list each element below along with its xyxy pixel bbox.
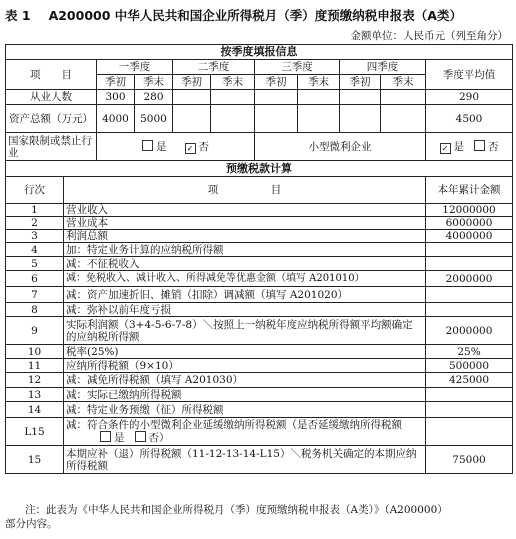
employees-row — [6, 90, 513, 105]
row-item: 减：弥补以前年度亏损 — [64, 303, 426, 317]
calc-row — [6, 359, 513, 373]
calc-row — [6, 243, 513, 257]
row-item: 营业成本 — [64, 217, 426, 230]
small-micro-label: 小型微利企业 — [255, 133, 426, 161]
tax-return-table — [5, 44, 513, 474]
row-number: 6 — [6, 271, 64, 287]
q1-start-header: 季初 — [97, 75, 135, 90]
q2-end-header: 季末 — [211, 75, 255, 90]
footnote-line-1: 注：此表为《中华人民共和国企业所得税月（季）度预缴纳税申报表（A类）》（A200000） — [25, 504, 448, 516]
small-micro-yes-checkbox[interactable]: ✓ — [440, 143, 451, 154]
calc-row — [6, 388, 513, 402]
row-number: 8 — [6, 303, 64, 317]
l15-no-label: 否） — [148, 432, 170, 444]
calc-row — [6, 446, 513, 474]
table-title-text: A200000 中华人民共和国企业所得税月（季）度预缴纳税申报表（A类） — [48, 8, 462, 23]
l15-no-checkbox[interactable] — [135, 431, 146, 442]
restricted-yes-label: 是 — [156, 140, 167, 153]
row-amount: 12000000 — [426, 204, 513, 217]
row-amount: 25% — [426, 345, 513, 359]
quarter-header-row — [6, 60, 513, 75]
row-amount — [426, 287, 513, 303]
row-amount: 500000 — [426, 359, 513, 373]
row-number: L15 — [6, 418, 64, 446]
employees-q1-start: 300 — [97, 90, 135, 105]
row-number: 10 — [6, 345, 64, 359]
small-micro-yes-label: 是 — [453, 140, 464, 153]
row-number: 2 — [6, 217, 64, 230]
row-amount: 2000000 — [426, 317, 513, 345]
calc-row — [6, 317, 513, 345]
row-item: 加：特定业务计算的应纳税所得额 — [64, 243, 426, 257]
table-number: 表 1 — [5, 8, 31, 23]
row-item: 利润总额 — [64, 230, 426, 243]
row-amount: 2000000 — [426, 271, 513, 287]
quarter-q4: 四季度 — [340, 60, 426, 75]
row-item: 减：实际已缴纳所得税额 — [64, 388, 426, 402]
quarter-q2: 二季度 — [173, 60, 255, 75]
employees-q3-start — [255, 90, 298, 105]
calc-row — [6, 230, 513, 243]
assets-q4-end — [381, 105, 426, 133]
row-amount — [426, 402, 513, 418]
employees-q2-end — [211, 90, 255, 105]
row-item: 减：符合条件的小型微利企业延缓缴纳所得税额（是否延缓缴纳所得税额 — [66, 419, 402, 431]
q4-start-header: 季初 — [340, 75, 381, 90]
assets-q3-end — [298, 105, 340, 133]
assets-row — [6, 105, 513, 133]
q4-end-header: 季末 — [381, 75, 426, 90]
row-number: 1 — [6, 204, 64, 217]
row-item: 减：资产加速折旧、摊销（扣除）调减额（填写 A201020） — [64, 287, 426, 303]
l15-yes-label: 是 — [114, 432, 125, 444]
employees-q1-end: 280 — [135, 90, 173, 105]
row-item-l15 — [64, 418, 426, 446]
small-micro-no-label: 否 — [488, 140, 499, 153]
row-number: 13 — [6, 388, 64, 402]
employees-q3-end — [298, 90, 340, 105]
row-item: 减：特定业务预缴（征）所得税额 — [64, 402, 426, 418]
calc-row — [6, 204, 513, 217]
q3-start-header: 季初 — [255, 75, 298, 90]
row-item: 减：减免所得税额（填写 A201030） — [64, 373, 426, 388]
small-micro-options — [426, 133, 513, 161]
restricted-industry-options — [97, 133, 255, 161]
calc-row — [6, 303, 513, 317]
section1-header-row — [6, 45, 513, 60]
assets-label: 资产总额（万元） — [6, 105, 97, 133]
employees-label: 从业人数 — [6, 90, 97, 105]
assets-q1-end: 5000 — [135, 105, 173, 133]
assets-q2-end — [211, 105, 255, 133]
section2-title: 预缴税款计算 — [6, 161, 513, 177]
row-amount — [426, 388, 513, 402]
ytd-amount-header: 本年累计金额 — [426, 177, 513, 204]
calc-row — [6, 402, 513, 418]
row-number: 5 — [6, 257, 64, 271]
footnote — [5, 503, 511, 531]
employees-q2-start — [173, 90, 211, 105]
table-title — [5, 6, 511, 24]
q2-start-header: 季初 — [173, 75, 211, 90]
restricted-industry-label: 国家限制或禁止行业 — [6, 133, 97, 161]
calc-row — [6, 217, 513, 230]
row-number: 7 — [6, 287, 64, 303]
row-amount — [426, 257, 513, 271]
restricted-no-label: 否 — [198, 140, 209, 153]
row-item: 税率(25%) — [64, 345, 426, 359]
assets-average: 4500 — [426, 105, 513, 133]
row-amount: 6000000 — [426, 217, 513, 230]
row-number: 14 — [6, 402, 64, 418]
calc-header-row — [6, 177, 513, 204]
row-amount: 425000 — [426, 373, 513, 388]
row-amount — [426, 303, 513, 317]
l15-yes-checkbox[interactable] — [100, 431, 111, 442]
row-amount — [426, 418, 513, 446]
calc-row — [6, 271, 513, 287]
amount-unit-note: 金额单位：人民币元（列至角分） — [350, 30, 508, 42]
calc-item-header: 项 目 — [64, 177, 426, 204]
assets-q2-start — [173, 105, 211, 133]
calc-row — [6, 287, 513, 303]
footnote-line-2: 部分内容。 — [5, 518, 58, 530]
q3-end-header: 季末 — [298, 75, 340, 90]
line-number-header: 行次 — [6, 177, 64, 204]
row-item: 减：免税收入、减计收入、所得减免等优惠金额（填写 A201010） — [64, 271, 426, 287]
row-amount: 75000 — [426, 446, 513, 474]
row-amount — [426, 243, 513, 257]
calc-row — [6, 373, 513, 388]
row-amount: 4000000 — [426, 230, 513, 243]
restricted-no-checkbox[interactable]: ✓ — [185, 143, 196, 154]
assets-q3-start — [255, 105, 298, 133]
row-item: 本期应补（退）所得税额（11-12-13-14-L15）＼税务机关确定的本期应纳所得税额 — [64, 446, 426, 474]
quarter-q1: 一季度 — [97, 60, 173, 75]
calc-row-l15 — [6, 418, 513, 446]
row-number: 4 — [6, 243, 64, 257]
row-number: 3 — [6, 230, 64, 243]
section2-header-row — [6, 161, 513, 177]
quarter-q3: 三季度 — [255, 60, 340, 75]
employees-q4-start — [340, 90, 381, 105]
row-number: 11 — [6, 359, 64, 373]
row-item: 实际利润额（3+4-5-6-7-8）＼按照上一纳税年度应纳税所得额平均额确定的应纳税所得额 — [64, 317, 426, 345]
item-header: 项 目 — [6, 60, 97, 90]
calc-row — [6, 345, 513, 359]
q1-end-header: 季末 — [135, 75, 173, 90]
assets-q1-start: 4000 — [97, 105, 135, 133]
row-item: 营业收入 — [64, 204, 426, 217]
employees-q4-end — [381, 90, 426, 105]
row-number: 12 — [6, 373, 64, 388]
restricted-industry-row — [6, 133, 513, 161]
assets-q4-start — [340, 105, 381, 133]
employees-average: 290 — [426, 90, 513, 105]
row-number: 15 — [6, 446, 64, 474]
calc-row — [6, 257, 513, 271]
row-item: 应纳所得税额（9×10） — [64, 359, 426, 373]
section1-title: 按季度填报信息 — [6, 45, 513, 60]
restricted-yes-checkbox[interactable] — [142, 140, 153, 151]
quarter-average-header: 季度平均值 — [426, 60, 513, 90]
small-micro-no-checkbox[interactable] — [474, 140, 485, 151]
row-number: 9 — [6, 317, 64, 345]
row-item: 减：不征税收入 — [64, 257, 426, 271]
